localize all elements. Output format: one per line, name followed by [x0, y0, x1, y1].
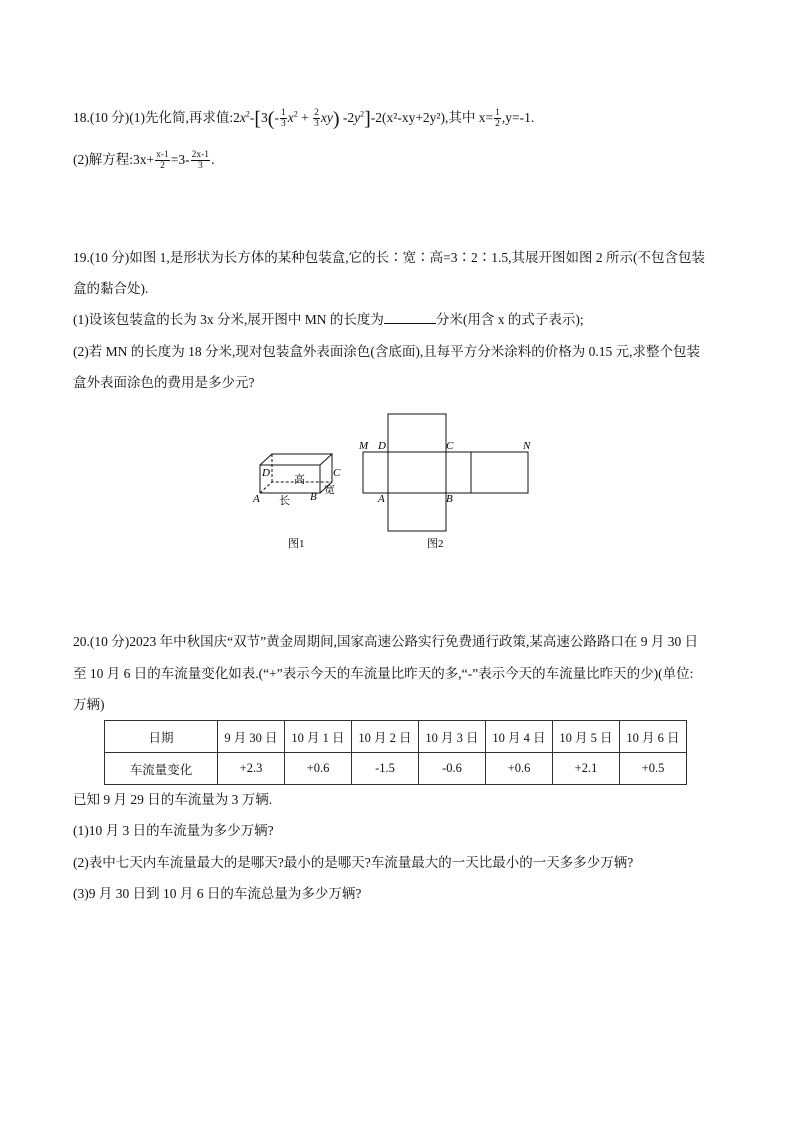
q18-p2-end: .: [211, 152, 215, 167]
q20-q2: (2)表中七天内车流量最大的是哪天?最小的是哪天?车流量最大的一天比最小的一天多多少万辆?: [73, 855, 634, 870]
q18-three: 3: [261, 110, 268, 125]
q18-xy: xy: [320, 110, 333, 125]
q18-lead: 18.(10 分)(1)先化简,再求值:2: [73, 110, 240, 125]
table-date-cell: 10 月 3 日: [419, 721, 486, 753]
fig1-label-A: A: [253, 493, 260, 505]
q18-rbracket: ]: [364, 107, 371, 130]
net-face-bottom: [388, 493, 446, 531]
q18-p2-frac2-num: 2x-1: [191, 150, 210, 161]
q19-line2: 盒的黏合处).: [73, 281, 149, 296]
table-header-row: [105, 721, 687, 753]
q19-p1-b: 分米(用含 x 的式子表示);: [435, 312, 584, 327]
q18-lparen: (: [267, 107, 275, 130]
fig1-label-height: 高: [294, 474, 305, 486]
q18-exp: 2: [245, 109, 250, 119]
table-change-cell: +0.6: [285, 753, 352, 785]
table-change-cell: -1.5: [352, 753, 419, 785]
q20-q1: (1)10 月 3 日的车流量为多少万辆?: [73, 823, 274, 838]
q20-line3: 万辆): [73, 697, 105, 712]
q20-known: 已知 9 月 29 日的车流量为 3 万辆.: [73, 792, 273, 807]
q18-p2-frac1: [155, 150, 170, 171]
traffic-change-table: [104, 720, 687, 785]
q18-cond-den: 2: [495, 119, 500, 130]
cuboid-top-face: [260, 454, 332, 465]
q18-lbracket: [: [254, 107, 262, 130]
fig1-label-width: 宽: [324, 484, 335, 496]
q18-y2: y: [354, 110, 361, 125]
q19-part1: [73, 310, 584, 330]
q18-part1: [73, 108, 534, 129]
fig2-label-B: B: [446, 493, 453, 505]
fig2-caption: 图2: [427, 538, 444, 550]
fig1-label-B: B: [310, 491, 317, 503]
q18-end: ,y=-1.: [501, 110, 535, 125]
table-change-cell: -0.6: [419, 753, 486, 785]
q18-part2: [73, 150, 214, 171]
net-face-right: [446, 452, 471, 493]
q18-minus: -: [249, 110, 255, 125]
q18-neg: -: [274, 110, 279, 125]
q19-p1-a: (1)设该包装盒的长为 3x 分米,展开图中 MN 的长度为: [73, 312, 384, 327]
q18-x: x: [239, 110, 246, 125]
table-date-cell: 10 月 1 日: [285, 721, 352, 753]
figure-1-cuboid: [248, 434, 358, 554]
q18-x2-exp: 2: [293, 109, 298, 119]
answer-blank: [384, 310, 436, 324]
q18-p2-frac2-den: 3: [197, 161, 203, 172]
table-row: [105, 753, 687, 785]
q18-p2-frac1-den: 2: [160, 161, 165, 172]
q20-line2: 至 10 月 6 日的车流量变化如表.(“+”表示今天的车流量比昨天的多,“-”表示今天的车流量比昨天的少)(单位:: [73, 666, 694, 681]
q18-cond-frac: [494, 108, 501, 129]
net-face-top: [388, 414, 446, 452]
q18-plus: +: [297, 110, 313, 125]
q18-frac1-den: 3: [280, 119, 286, 130]
table-change-cell: +0.6: [486, 753, 553, 785]
table-change-cell: +0.5: [620, 753, 687, 785]
q18-x2: x: [287, 110, 294, 125]
q19-p2-line1: (2)若 MN 的长度为 18 分米,现对包装盒外表面涂色(含底面),且每平方分米涂料的价格为 0.15 元,求整个包装: [73, 344, 700, 359]
table-date-cell: 10 月 6 日: [620, 721, 687, 753]
q18-frac2: [313, 108, 320, 129]
q18-rparen: ): [332, 107, 340, 130]
table-date-cell: 10 月 4 日: [486, 721, 553, 753]
q18-p2-frac1-num: x-1: [156, 150, 169, 161]
fig1-label-length: 长: [279, 495, 290, 507]
table-date-cell: 10 月 2 日: [352, 721, 419, 753]
q19-p2-line2: 盒外表面涂色的费用是多少元?: [73, 375, 255, 390]
table-date-cell: 10 月 5 日: [553, 721, 620, 753]
figure-2-net: [350, 404, 550, 554]
q18-p2-mid: =3-: [170, 152, 190, 167]
table-date-cell: 9 月 30 日: [218, 721, 285, 753]
q18-minus2y: -2: [339, 110, 355, 125]
fig2-label-D: D: [378, 440, 386, 452]
net-face-back: [471, 452, 528, 493]
fig2-label-N: N: [523, 440, 531, 452]
q18-y2-exp: 2: [360, 109, 365, 119]
net-face-front: [388, 452, 446, 493]
q18-p2-lead: (2)解方程:3x+: [73, 152, 155, 167]
q20-q3: (3)9 月 30 日到 10 月 6 日的车流总量为多少万辆?: [73, 886, 362, 901]
q18-cond-num: 1: [495, 108, 500, 119]
q18-frac2-den: 3: [314, 119, 319, 130]
table-row-label: 车流量变化: [105, 753, 218, 785]
q18-p2-frac2: [191, 150, 210, 171]
net-face-left: [363, 452, 388, 493]
q18-tail: -2(x²-xy+2y²),其中 x=: [370, 110, 494, 125]
fig2-label-M: M: [359, 440, 369, 452]
q20-line1: 20.(10 分)2023 年中秋国庆“双节”黄金周期间,国家高速公路实行免费通行政策,某高速公路路口在 9 月 30 日: [73, 634, 699, 649]
fig2-label-A: A: [378, 493, 385, 505]
table-change-cell: +2.3: [218, 753, 285, 785]
q18-frac1-num: 1: [280, 108, 286, 119]
table-header-label: 日期: [105, 721, 218, 753]
q19-line1: 19.(10 分)如图 1,是形状为长方体的某种包装盒,它的长∶宽∶高=3∶2∶1.5,其展开图如图 2 所示(不包含包装: [73, 250, 705, 265]
fig2-label-C: C: [446, 440, 454, 452]
q18-frac1: [280, 108, 287, 129]
fig1-caption: 图1: [288, 538, 305, 550]
fig1-label-C: C: [333, 467, 341, 479]
fig1-label-D: D: [262, 467, 270, 479]
table-change-cell: +2.1: [553, 753, 620, 785]
q18-frac2-num: 2: [314, 108, 319, 119]
